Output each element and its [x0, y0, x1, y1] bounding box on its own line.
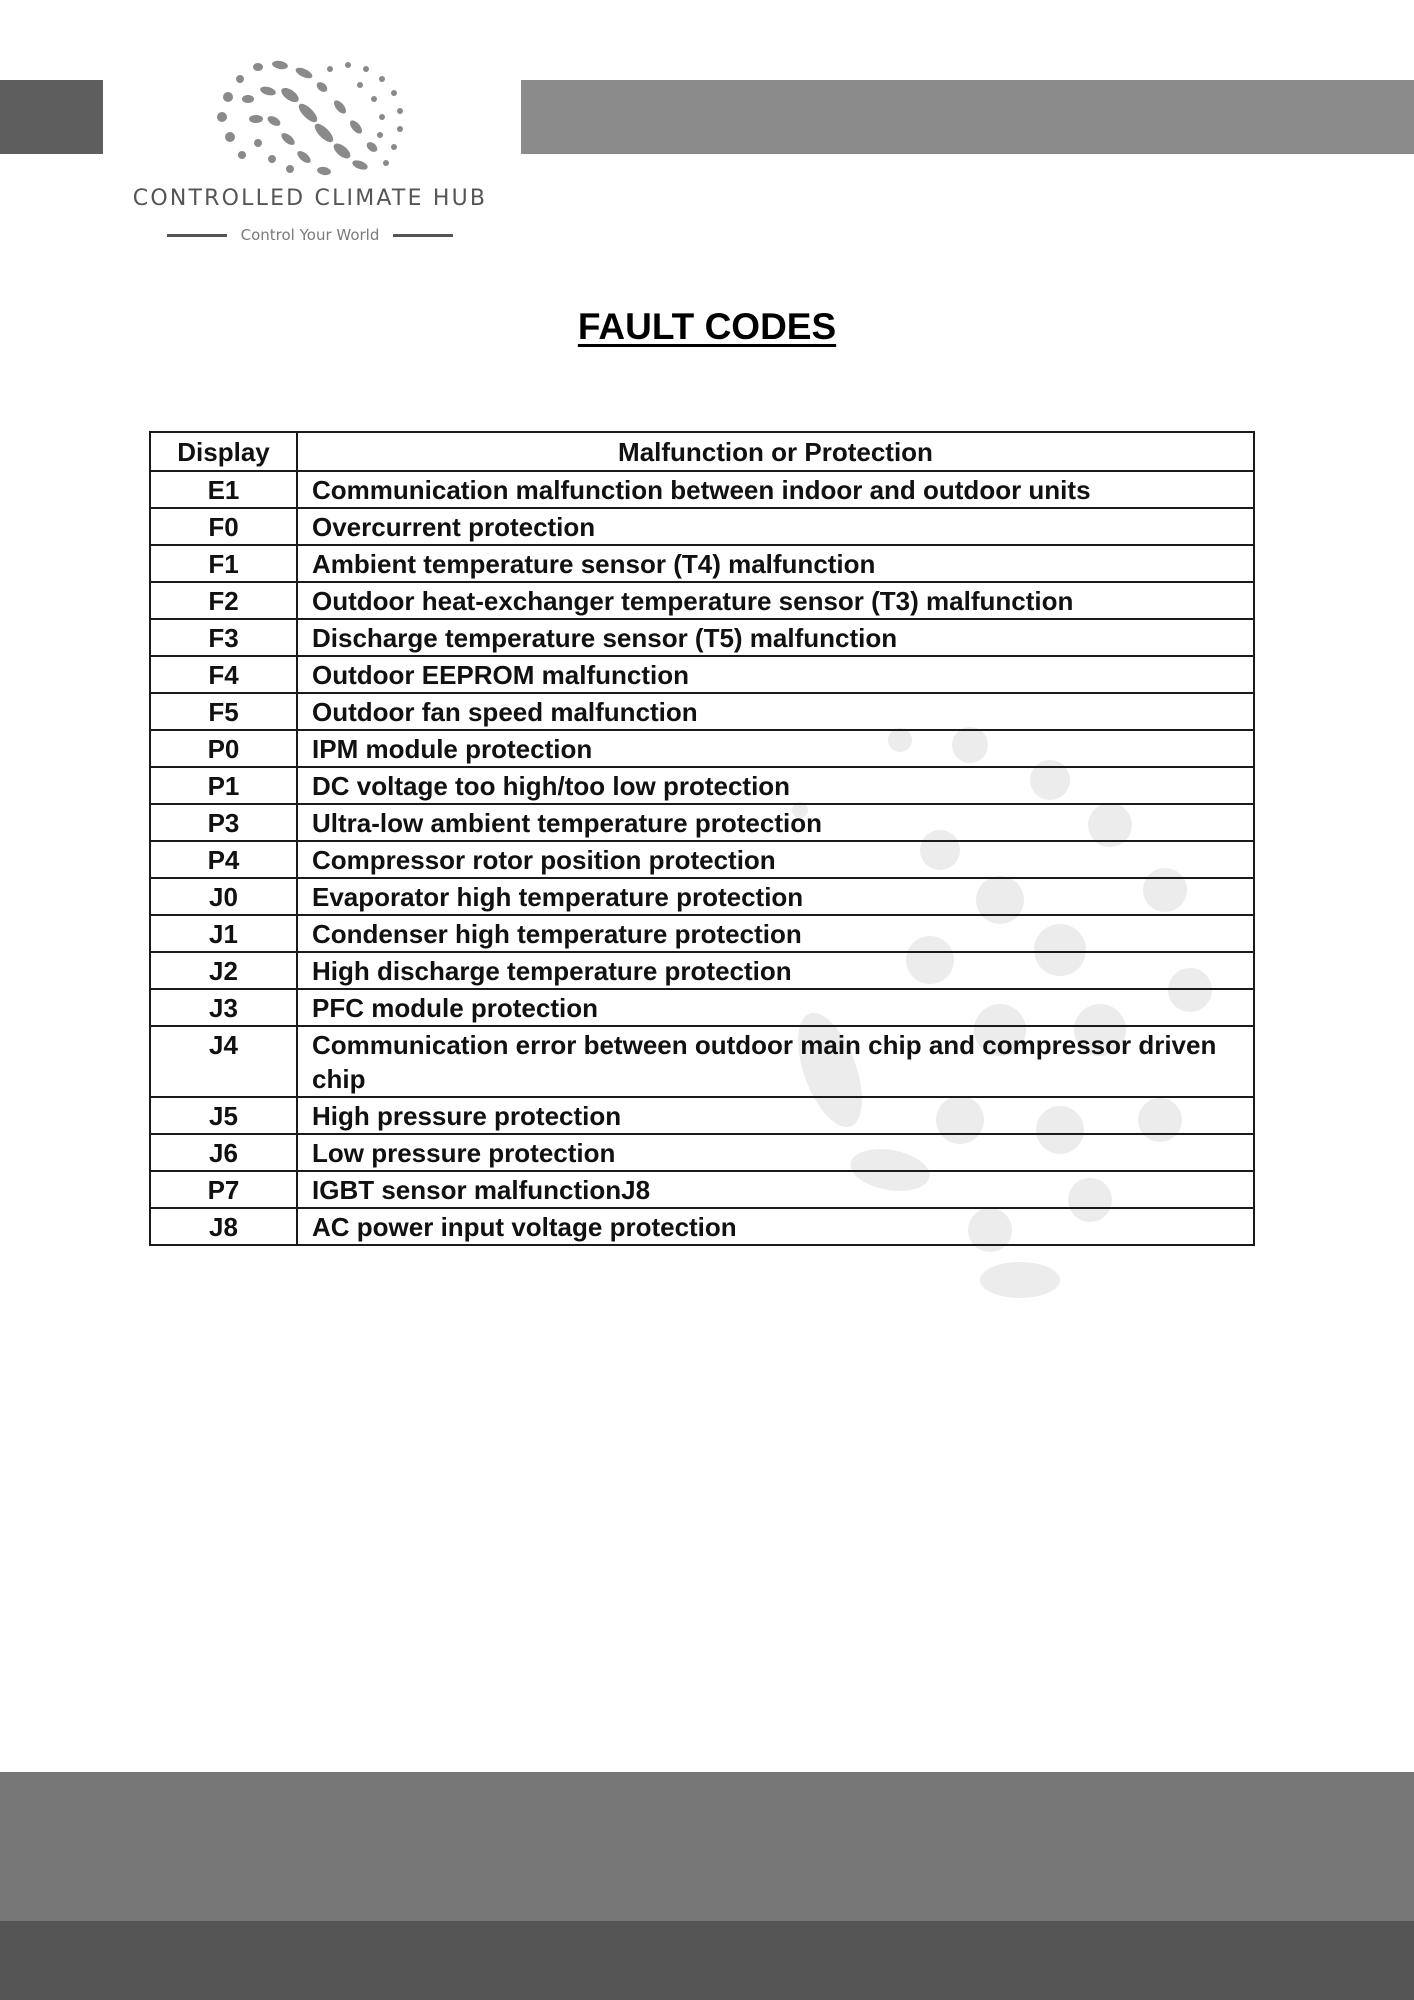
table-header-row — [150, 432, 1254, 471]
fault-description: PFC module protection — [297, 989, 1254, 1026]
header-band-left — [0, 80, 103, 154]
fault-description: Outdoor heat-exchanger temperature sensor (T3) malfunction — [297, 582, 1254, 619]
fault-code: P1 — [150, 767, 297, 804]
fault-description: Communication error between outdoor main chip and compressor driven chip — [297, 1026, 1254, 1097]
fault-description: IPM module protection — [297, 730, 1254, 767]
fault-code: F2 — [150, 582, 297, 619]
table-row — [150, 915, 1254, 952]
table-row — [150, 1097, 1254, 1134]
page-title: FAULT CODES — [577, 306, 837, 347]
fault-code: J8 — [150, 1208, 297, 1245]
table-row — [150, 693, 1254, 730]
fault-description: Outdoor fan speed malfunction — [297, 693, 1254, 730]
fault-code: J5 — [150, 1097, 297, 1134]
brand-name: CONTROLLED CLIMATE HUB — [132, 186, 488, 211]
fault-description: AC power input voltage protection — [297, 1208, 1254, 1245]
fault-description: High discharge temperature protection — [297, 952, 1254, 989]
fault-code: P4 — [150, 841, 297, 878]
fault-description: Compressor rotor position protection — [297, 841, 1254, 878]
table-row — [150, 545, 1254, 582]
fault-code: J1 — [150, 915, 297, 952]
fault-description: IGBT sensor malfunctionJ8 — [297, 1171, 1254, 1208]
table-row — [150, 508, 1254, 545]
table-row — [150, 878, 1254, 915]
fault-code: J0 — [150, 878, 297, 915]
brand-logo — [100, 55, 520, 255]
table-row — [150, 767, 1254, 804]
footer-band-lower — [0, 1921, 1414, 2000]
table-row — [150, 804, 1254, 841]
table-row — [150, 1208, 1254, 1245]
fault-description: Overcurrent protection — [297, 508, 1254, 545]
fault-description: Evaporator high temperature protection — [297, 878, 1254, 915]
tagline-rule-left — [167, 234, 227, 237]
logo-dots-icon — [200, 55, 420, 180]
table-row — [150, 989, 1254, 1026]
fault-description: DC voltage too high/too low protection — [297, 767, 1254, 804]
fault-description: High pressure protection — [297, 1097, 1254, 1134]
fault-description: Low pressure protection — [297, 1134, 1254, 1171]
column-header-display: Display — [150, 432, 297, 471]
fault-code: F4 — [150, 656, 297, 693]
fault-code: P7 — [150, 1171, 297, 1208]
fault-description: Condenser high temperature protection — [297, 915, 1254, 952]
fault-code: F0 — [150, 508, 297, 545]
footer-band-upper — [0, 1772, 1414, 1921]
tagline-rule-right — [393, 234, 453, 237]
table-row — [150, 619, 1254, 656]
brand-tagline: Control Your World — [240, 226, 380, 244]
fault-code: E1 — [150, 471, 297, 508]
fault-code: P0 — [150, 730, 297, 767]
fault-code: J2 — [150, 952, 297, 989]
header-band-right — [521, 80, 1414, 154]
fault-description: Ambient temperature sensor (T4) malfunction — [297, 545, 1254, 582]
column-header-malfunction: Malfunction or Protection — [297, 432, 1254, 471]
table-row — [150, 1171, 1254, 1208]
tagline-row — [100, 226, 520, 244]
fault-description: Outdoor EEPROM malfunction — [297, 656, 1254, 693]
table-row — [150, 656, 1254, 693]
fault-code: J4 — [150, 1026, 297, 1097]
table-row — [150, 471, 1254, 508]
fault-description: Communication malfunction between indoor and outdoor units — [297, 471, 1254, 508]
table-row — [150, 841, 1254, 878]
fault-code: J3 — [150, 989, 297, 1026]
fault-code: P3 — [150, 804, 297, 841]
fault-description: Discharge temperature sensor (T5) malfunction — [297, 619, 1254, 656]
table-row — [150, 582, 1254, 619]
fault-code: F1 — [150, 545, 297, 582]
fault-code: F3 — [150, 619, 297, 656]
fault-code: J6 — [150, 1134, 297, 1171]
table-row — [150, 952, 1254, 989]
fault-code-table — [149, 431, 1255, 1246]
fault-code: F5 — [150, 693, 297, 730]
table-row — [150, 1026, 1254, 1097]
fault-description: Ultra-low ambient temperature protection — [297, 804, 1254, 841]
table-row — [150, 730, 1254, 767]
table-row — [150, 1134, 1254, 1171]
